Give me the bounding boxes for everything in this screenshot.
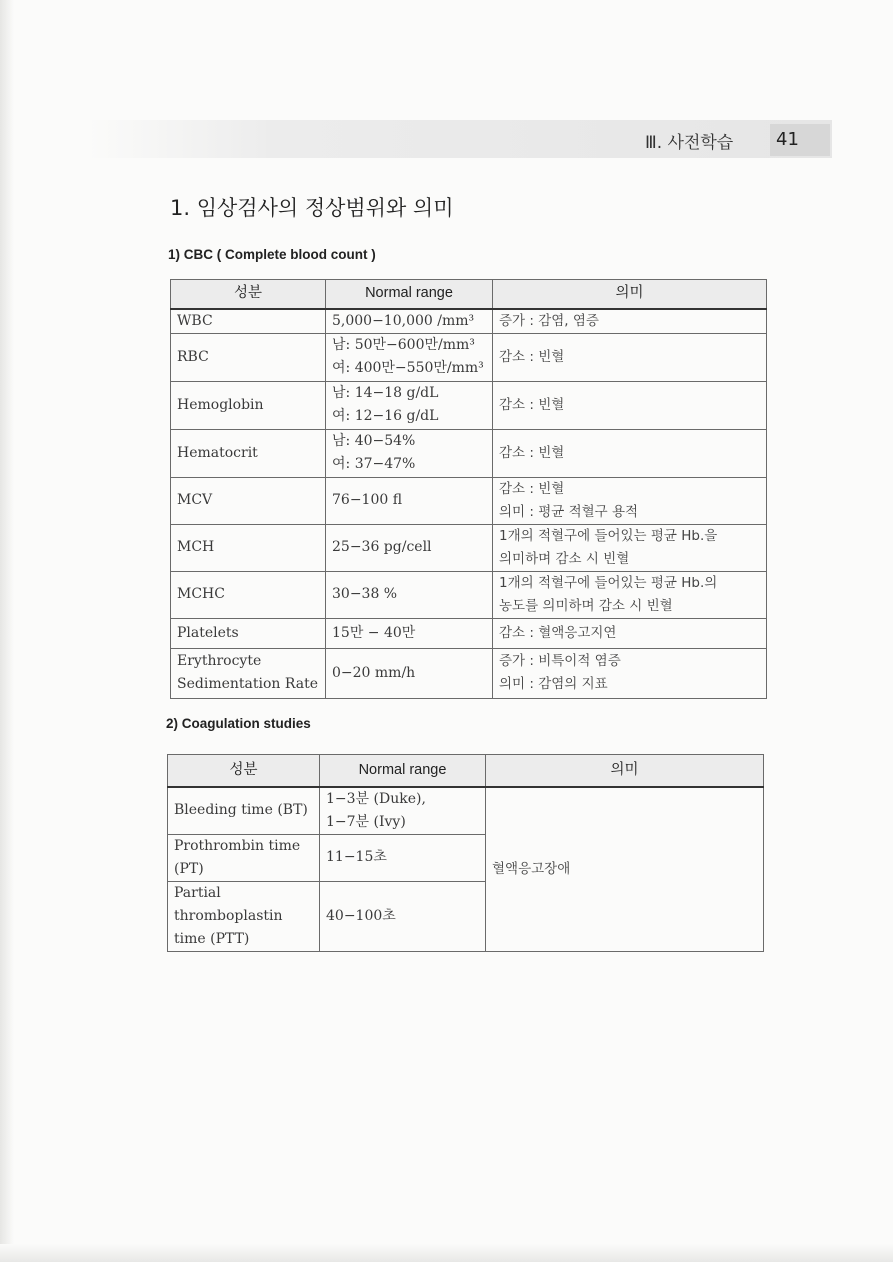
meaning-cell-line: 농도를 의미하며 감소 시 빈혈 — [499, 597, 673, 614]
component-cell-line: Partial — [174, 884, 221, 901]
meaning-cell — [493, 571, 767, 618]
meaning-cell-line: 감소 : 빈혈 — [499, 396, 565, 413]
table-row — [171, 648, 767, 698]
meaning-cell — [493, 429, 767, 477]
normal-range-cell-line: 여: 12−16 g/dL — [332, 408, 439, 424]
section-title: 1. 임상검사의 정상범위와 의미 — [170, 196, 454, 220]
component-cell — [171, 333, 326, 381]
normal-range-cell-line: 남: 14−18 g/dL — [332, 385, 439, 401]
normal-range-cell — [320, 787, 486, 835]
component-cell-line: Prothrombin time — [174, 837, 301, 854]
normal-range-cell — [326, 524, 493, 571]
normal-range-cell-line: 76−100 fl — [332, 492, 403, 508]
table-row — [171, 618, 767, 648]
normal-range-cell-line: 1−7분 (Ivy) — [326, 813, 406, 830]
normal-range-cell — [326, 571, 493, 618]
meaning-cell-line: 증가 : 감염, 염증 — [499, 312, 599, 329]
meaning-cell — [493, 618, 767, 648]
meaning-cell-line: 의미하며 감소 시 빈혈 — [499, 550, 630, 567]
page-edge-shadow — [0, 0, 14, 1262]
normal-range-cell — [326, 381, 493, 429]
normal-range-cell-line: 30−38 % — [332, 586, 398, 602]
component-cell — [171, 618, 326, 648]
normal-range-cell-line: 5,000−10,000 /mm³ — [332, 312, 475, 329]
running-header-chapter: Ⅲ. 사전학습 — [645, 133, 734, 153]
page-number: 41 — [770, 124, 830, 156]
meaning-cell-line: 의미 : 감염의 지표 — [499, 676, 608, 692]
table-row — [171, 524, 767, 571]
component-cell-line: Bleeding time (BT) — [174, 802, 308, 818]
component-cell-line: MCHC — [177, 586, 225, 602]
table-row — [171, 429, 767, 477]
table-row — [168, 787, 764, 835]
component-cell — [168, 787, 320, 835]
cbc-table — [170, 279, 767, 699]
component-cell — [168, 834, 320, 881]
component-cell-line: RBC — [177, 348, 209, 365]
component-cell — [171, 381, 326, 429]
meaning-cell-line: 1개의 적혈구에 들어있는 평균 Hb.의 — [499, 574, 718, 591]
normal-range-cell — [326, 618, 493, 648]
coagulation-heading: 2) Coagulation studies — [166, 716, 311, 731]
meaning-cell — [493, 333, 767, 381]
meaning-cell — [493, 381, 767, 429]
table-row — [171, 333, 767, 381]
component-cell-line: Erythrocyte — [177, 653, 262, 669]
component-cell — [171, 524, 326, 571]
meaning-cell — [493, 309, 767, 334]
component-cell — [171, 571, 326, 618]
component-cell — [171, 648, 326, 698]
component-cell — [171, 309, 326, 334]
component-cell-line: Hemoglobin — [177, 396, 264, 413]
component-cell-line: thromboplastin — [174, 907, 283, 924]
table-row — [171, 381, 767, 429]
component-cell — [171, 477, 326, 524]
normal-range-cell-line: 11−15초 — [326, 849, 387, 865]
column-header-meaning: 의미 — [493, 280, 767, 309]
component-cell-line: Hematocrit — [177, 444, 258, 461]
normal-range-cell-line: 남: 40−54% — [332, 433, 416, 449]
component-cell — [168, 881, 320, 951]
normal-range-cell — [326, 648, 493, 698]
component-cell — [171, 429, 326, 477]
normal-range-cell — [320, 881, 486, 951]
table-row — [171, 309, 767, 334]
normal-range-cell — [326, 333, 493, 381]
page-edge-shadow-bottom — [0, 1244, 893, 1262]
normal-range-cell — [326, 429, 493, 477]
normal-range-cell — [326, 477, 493, 524]
normal-range-cell-line: 15만 − 40만 — [332, 624, 416, 641]
normal-range-cell-line: 1−3분 (Duke), — [326, 790, 426, 807]
normal-range-cell-line: 여: 400만−550만/mm³ — [332, 360, 484, 376]
normal-range-cell-line: 0−20 mm/h — [332, 664, 416, 681]
component-cell-line: MCV — [177, 492, 213, 508]
column-header-component: 성분 — [168, 755, 320, 787]
meaning-cell-line: 1개의 적혈구에 들어있는 평균 Hb.을 — [499, 527, 718, 544]
normal-range-cell — [326, 309, 493, 334]
meaning-cell-line: 감소 : 빈혈 — [499, 348, 565, 365]
coagulation-table — [167, 754, 764, 952]
component-cell-line: (PT) — [174, 860, 204, 877]
normal-range-cell-line: 남: 50만−600만/mm³ — [332, 337, 475, 353]
component-cell-line: MCH — [177, 539, 215, 555]
meaning-cell-line: 감소 : 빈혈 — [499, 444, 565, 461]
meaning-cell-line: 감소 : 혈액응고지연 — [499, 624, 617, 641]
table-header-row — [171, 280, 767, 309]
table-header-row — [168, 755, 764, 787]
meaning-cell — [493, 524, 767, 571]
table-row — [171, 477, 767, 524]
component-cell-line: time (PTT) — [174, 930, 250, 947]
meaning-cell-line: 감소 : 빈혈 — [499, 480, 565, 497]
meaning-cell-line: 의미 : 평균 적혈구 용적 — [499, 503, 639, 520]
normal-range-cell-line: 25−36 pg/cell — [332, 539, 432, 555]
column-header-normal-range: Normal range — [326, 280, 493, 309]
meaning-cell — [493, 648, 767, 698]
component-cell-line: Sedimentation Rate — [177, 676, 318, 692]
table-row — [171, 571, 767, 618]
component-cell-line: WBC — [177, 312, 213, 329]
column-header-normal-range: Normal range — [320, 755, 486, 787]
normal-range-cell-line: 40−100초 — [326, 907, 396, 924]
component-cell-line: Platelets — [177, 624, 239, 641]
cbc-heading: 1) CBC ( Complete blood count ) — [168, 247, 376, 262]
column-header-component: 성분 — [171, 280, 326, 309]
meaning-cell-line: 증가 : 비특이적 염증 — [499, 653, 621, 669]
column-header-meaning: 의미 — [486, 755, 764, 787]
normal-range-cell-line: 여: 37−47% — [332, 456, 416, 472]
meaning-cell — [493, 477, 767, 524]
meaning-cell: 혈액응고장애 — [486, 787, 764, 952]
normal-range-cell — [320, 834, 486, 881]
